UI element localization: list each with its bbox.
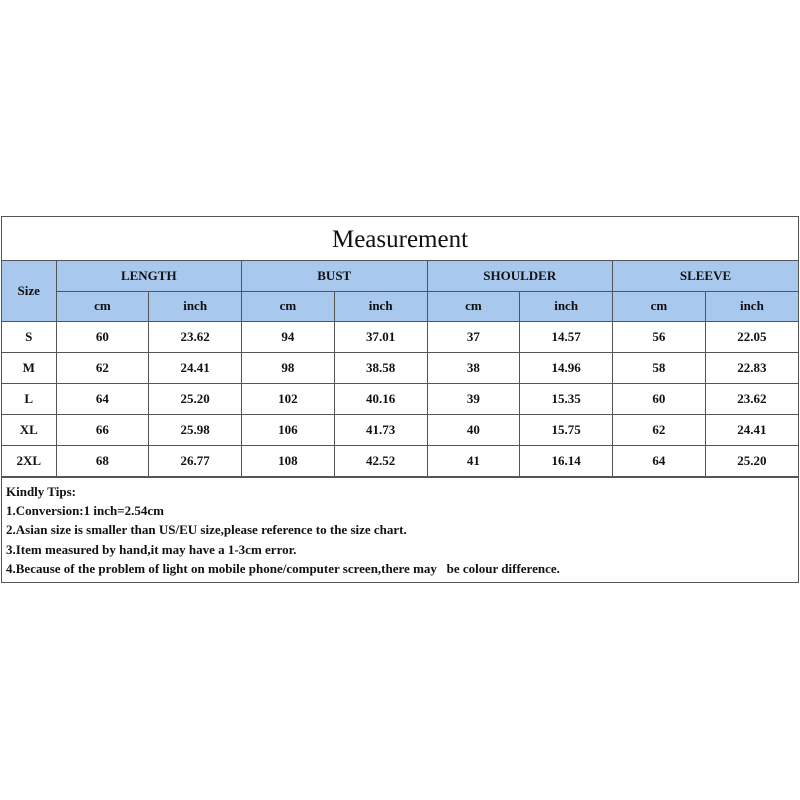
table-cell: 106 bbox=[242, 414, 335, 445]
table-cell: 15.75 bbox=[520, 414, 613, 445]
table-row bbox=[2, 445, 798, 476]
group-header-bust: BUST bbox=[242, 261, 428, 291]
table-cell: 25.98 bbox=[149, 414, 242, 445]
unit-header-inch: inch bbox=[520, 291, 613, 321]
size-chart bbox=[1, 216, 799, 583]
table-cell: 22.05 bbox=[705, 321, 798, 352]
table-row bbox=[2, 383, 798, 414]
table-cell: 108 bbox=[242, 445, 335, 476]
table-cell: 37.01 bbox=[334, 321, 427, 352]
unit-header-cm: cm bbox=[242, 291, 335, 321]
size-cell: XL bbox=[2, 414, 56, 445]
table-cell: 98 bbox=[242, 352, 335, 383]
kindly-tips bbox=[2, 477, 798, 579]
group-header-shoulder: SHOULDER bbox=[427, 261, 613, 291]
unit-header-row bbox=[2, 291, 798, 321]
unit-header-inch: inch bbox=[705, 291, 798, 321]
table-cell: 24.41 bbox=[705, 414, 798, 445]
size-cell: S bbox=[2, 321, 56, 352]
size-cell: 2XL bbox=[2, 445, 56, 476]
unit-header-cm: cm bbox=[613, 291, 706, 321]
table-cell: 41.73 bbox=[334, 414, 427, 445]
table-cell: 38 bbox=[427, 352, 520, 383]
table-cell: 38.58 bbox=[334, 352, 427, 383]
size-cell: M bbox=[2, 352, 56, 383]
unit-header-cm: cm bbox=[56, 291, 149, 321]
measurement-table bbox=[2, 261, 798, 477]
group-header-length: LENGTH bbox=[56, 261, 242, 291]
tip-line: 1.Conversion:1 inch=2.54cm bbox=[6, 502, 164, 518]
table-cell: 41 bbox=[427, 445, 520, 476]
table-row bbox=[2, 414, 798, 445]
table-cell: 26.77 bbox=[149, 445, 242, 476]
table-cell: 25.20 bbox=[705, 445, 798, 476]
table-cell: 22.83 bbox=[705, 352, 798, 383]
table-cell: 15.35 bbox=[520, 383, 613, 414]
table-cell: 62 bbox=[613, 414, 706, 445]
table-cell: 64 bbox=[613, 445, 706, 476]
table-cell: 14.96 bbox=[520, 352, 613, 383]
table-row bbox=[2, 321, 798, 352]
table-cell: 37 bbox=[427, 321, 520, 352]
group-header-row bbox=[2, 261, 798, 291]
table-cell: 25.20 bbox=[149, 383, 242, 414]
table-cell: 40.16 bbox=[334, 383, 427, 414]
table-cell: 39 bbox=[427, 383, 520, 414]
table-cell: 56 bbox=[613, 321, 706, 352]
tip-line: 3.Item measured by hand,it may have a 1-3cm error. bbox=[6, 541, 297, 557]
table-cell: 42.52 bbox=[334, 445, 427, 476]
table-cell: 94 bbox=[242, 321, 335, 352]
table-cell: 60 bbox=[56, 321, 149, 352]
unit-header-cm: cm bbox=[427, 291, 520, 321]
table-cell: 68 bbox=[56, 445, 149, 476]
table-cell: 16.14 bbox=[520, 445, 613, 476]
table-cell: 58 bbox=[613, 352, 706, 383]
table-cell: 62 bbox=[56, 352, 149, 383]
size-cell: L bbox=[2, 383, 56, 414]
unit-header-inch: inch bbox=[334, 291, 427, 321]
tip-line: 4.Because of the problem of light on mobile phone/computer screen,there may be colour difference. bbox=[6, 561, 560, 577]
chart-title: Measurement bbox=[2, 217, 798, 261]
table-row bbox=[2, 352, 798, 383]
group-header-sleeve: SLEEVE bbox=[613, 261, 799, 291]
table-cell: 23.62 bbox=[705, 383, 798, 414]
table-cell: 14.57 bbox=[520, 321, 613, 352]
tips-heading: Kindly Tips: bbox=[6, 483, 76, 499]
table-cell: 40 bbox=[427, 414, 520, 445]
table-cell: 23.62 bbox=[149, 321, 242, 352]
table-cell: 102 bbox=[242, 383, 335, 414]
table-cell: 60 bbox=[613, 383, 706, 414]
tip-line: 2.Asian size is smaller than US/EU size,please reference to the size chart. bbox=[6, 522, 407, 538]
size-header: Size bbox=[2, 261, 56, 321]
table-cell: 66 bbox=[56, 414, 149, 445]
table-cell: 64 bbox=[56, 383, 149, 414]
table-cell: 24.41 bbox=[149, 352, 242, 383]
unit-header-inch: inch bbox=[149, 291, 242, 321]
